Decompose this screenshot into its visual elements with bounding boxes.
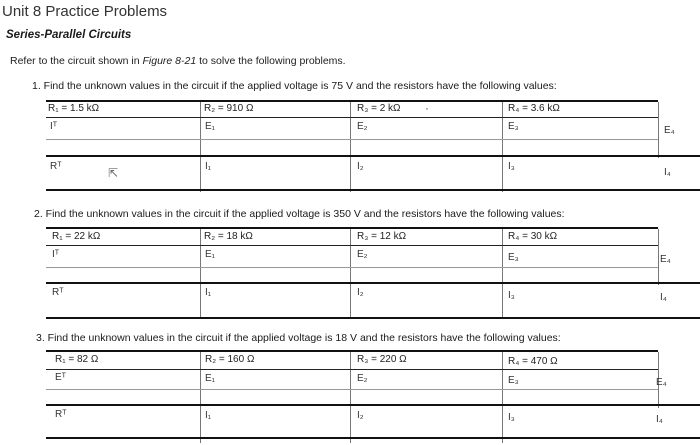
problem-1-e4-label: E₄ (664, 125, 675, 136)
problem-1-row-divider (46, 117, 658, 118)
problem-1-i3-label: I₃ (508, 161, 515, 172)
problem-2-it-label: Iᵀ (52, 249, 60, 260)
problem-2-divider (200, 285, 201, 319)
problem-3-e4-label: E₄ (656, 377, 667, 388)
problem-2-row-divider (46, 267, 658, 268)
problem-1-row-divider (46, 139, 658, 140)
problem-2-i4-label: I₄ (660, 292, 667, 303)
problem-1-divider (200, 158, 201, 192)
problem-1-divider (200, 102, 201, 158)
problem-1-divider (502, 102, 503, 158)
problem-3-divider (350, 352, 351, 408)
problem-2-divider (658, 229, 659, 285)
problem-3-i2-label: I₂ (357, 410, 364, 421)
problem-3-row-divider (46, 389, 658, 390)
problem-3-answer-line (46, 404, 700, 406)
problem-3-r2-value: R₂ = 160 Ω (205, 354, 255, 365)
problem-3-r4-value: R₄ = 470 Ω (508, 356, 558, 367)
problem-3-e3-label: E₃ (508, 375, 519, 386)
problem-2-answer-line (46, 282, 700, 284)
problem-3-r1-value: R₁ = 82 Ω (55, 354, 99, 365)
problem-1-table-top (46, 100, 658, 102)
problem-2-rt-label: Rᵀ (52, 287, 64, 298)
problem-3-r3-value: R₃ = 220 Ω (357, 354, 407, 365)
problem-1-r2-value: R₂ = 910 Ω (204, 103, 254, 114)
problem-2-divider (502, 229, 503, 285)
problem-1-i2-label: I₂ (357, 161, 364, 172)
page-title: Unit 8 Practice Problems (2, 3, 168, 20)
problem-2-i1-label: I₁ (205, 287, 212, 298)
problem-1-r1-value: R₁ = 1.5 kΩ (48, 103, 100, 114)
problem-3-i1-label: I₁ (205, 410, 212, 421)
problem-2-text: 2. Find the unknown values in the circuit if the applied voltage is 350 V and the resistors have the following values: (34, 208, 565, 220)
problem-2-r2-value: R₂ = 18 kΩ (204, 231, 253, 242)
problem-1-rt-label: Rᵀ (50, 161, 62, 172)
section-title: Series-Parallel Circuits (6, 29, 132, 41)
problem-3-rt-label: Rᵀ (55, 409, 67, 420)
problem-3-divider (502, 352, 503, 408)
problem-2-row-divider (46, 245, 658, 246)
problem-2-e3-label: E₃ (508, 252, 519, 263)
problem-1-it-label: Iᵀ (50, 121, 58, 132)
problem-2-answer-line (46, 317, 700, 319)
problem-2-divider (200, 229, 201, 285)
problem-1-answer-line (46, 189, 700, 191)
problem-1-e2-label: E₂ (357, 121, 368, 132)
problem-1-i4-label: I₄ (664, 167, 671, 178)
problem-1-e3-label: E₃ (508, 121, 519, 132)
problem-1-divider (350, 102, 351, 158)
problem-2-r3-value: R₃ = 12 kΩ (357, 231, 407, 242)
problem-1-divider (350, 158, 351, 192)
mouse-cursor-icon: ⇱ (108, 166, 119, 180)
problem-3-text: 3. Find the unknown values in the circuit if the applied voltage is 18 V and the resistors have the following values: (36, 332, 561, 344)
problem-2-table-top (46, 227, 658, 229)
problem-3-e2-label: E₂ (357, 373, 368, 384)
problem-1-answer-line (46, 155, 700, 157)
problem-3-table-top (46, 350, 658, 352)
intro-suffix: to solve the following problems. (196, 55, 346, 67)
problem-1-text: 1. Find the unknown values in the circuit if the applied voltage is 75 V and the resistors have the following values: (32, 80, 557, 92)
problem-1-divider (502, 158, 503, 192)
problem-1-r3-value: R₃ = 2 kΩ (357, 103, 401, 114)
problem-1-divider (658, 102, 659, 158)
problem-1-i1-label: I₁ (205, 161, 212, 172)
problem-2-i2-label: I₂ (357, 287, 364, 298)
problem-2-e2-label: E₂ (357, 249, 368, 260)
problem-3-answer-line (46, 437, 700, 439)
problem-2-e1-label: E₁ (205, 249, 216, 260)
intro-text (10, 55, 346, 67)
problem-1-r4-value: R₄ = 3.6 kΩ (508, 103, 560, 114)
problem-3-e1-label: E₁ (205, 373, 216, 384)
problem-2-r1-value: R₁ = 22 kΩ (52, 231, 101, 242)
problem-2-divider (350, 285, 351, 319)
figure-reference: Figure 8-21 (142, 55, 197, 67)
stray-mark: · (425, 101, 429, 115)
problem-2-divider (350, 229, 351, 285)
problem-2-e4-label: E₄ (660, 254, 671, 265)
problem-2-divider (502, 285, 503, 319)
problem-2-r4-value: R₄ = 30 kΩ (508, 231, 558, 242)
problem-3-divider (200, 352, 201, 408)
problem-3-i4-label: I₄ (656, 414, 663, 425)
problem-3-et-label: Eᵀ (55, 372, 66, 383)
problem-1-e1-label: E₁ (205, 121, 216, 132)
problem-3-i3-label: I₃ (508, 412, 515, 423)
problem-3-row-divider (46, 369, 658, 370)
intro-prefix: Refer to the circuit shown in (10, 55, 143, 67)
problem-2-i3-label: I₃ (508, 290, 515, 301)
